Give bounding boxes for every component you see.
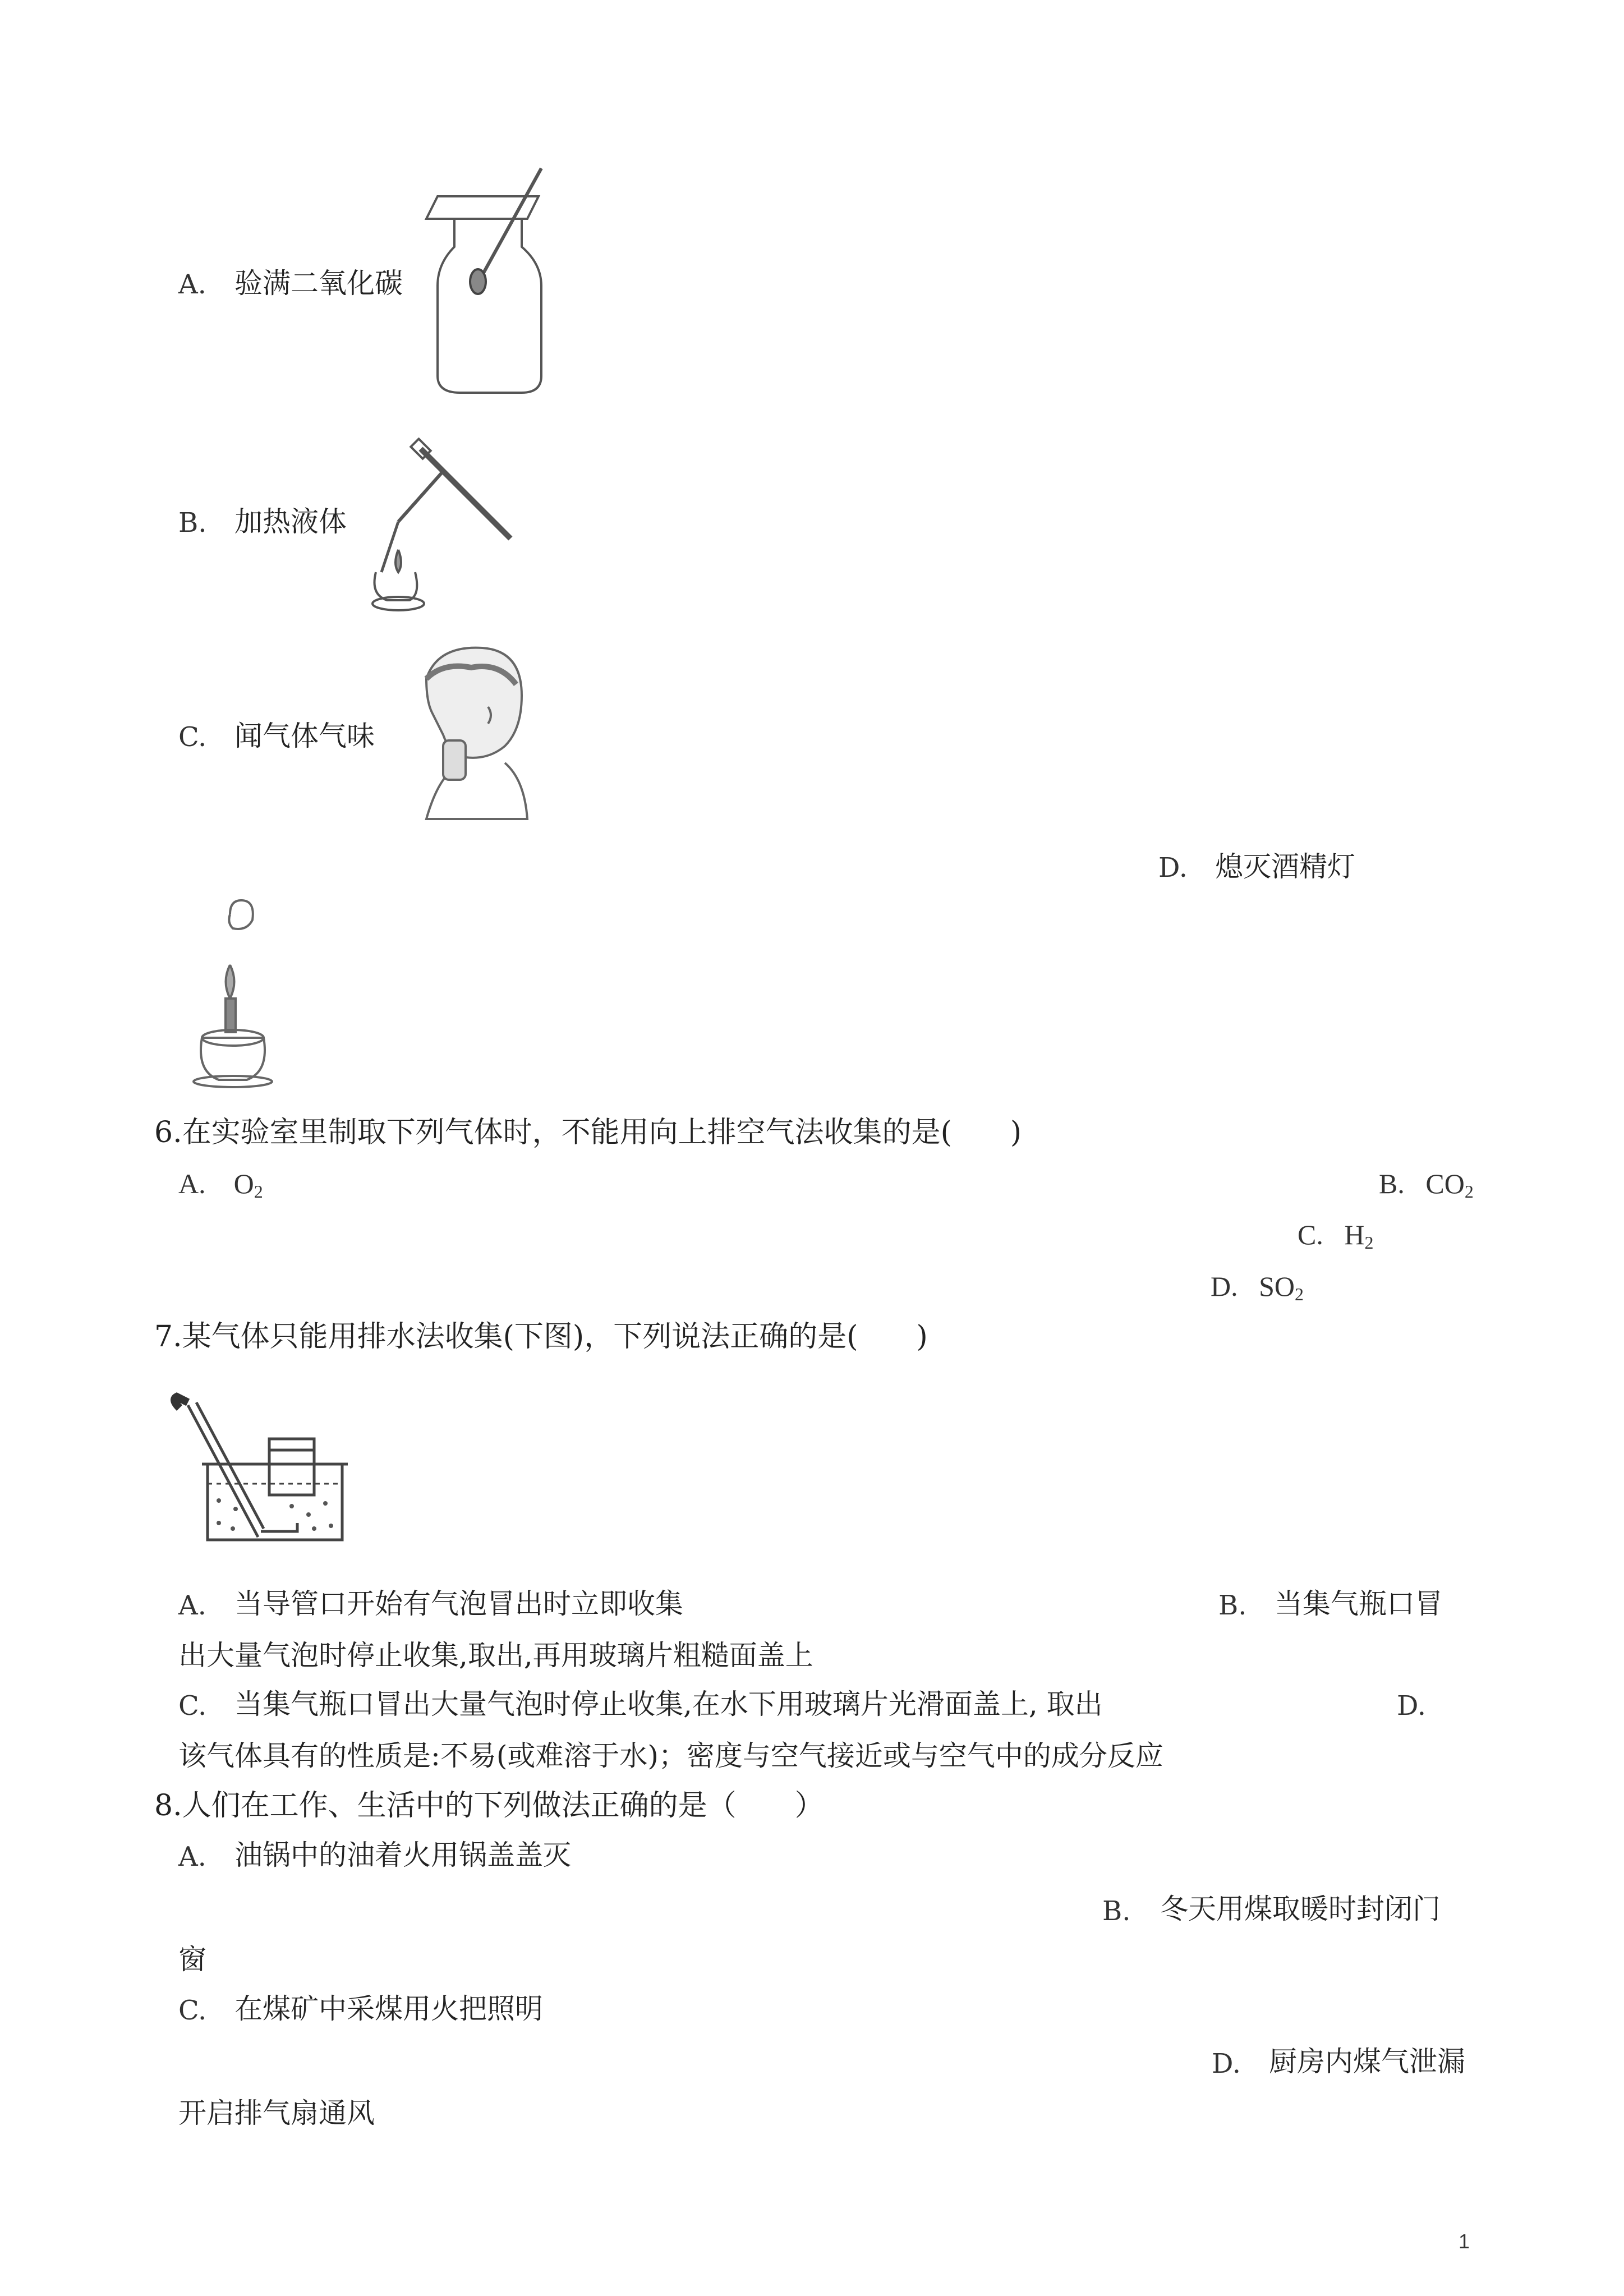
q6-option-d-letter: D. <box>1211 1271 1238 1302</box>
water-displacement-figure <box>163 1391 353 1548</box>
page-number: 1 <box>1459 2230 1470 2253</box>
q6-option-a-subscript: 2 <box>254 1181 263 1202</box>
q6-option-a-formula: O <box>233 1168 254 1199</box>
q6-option-c-formula: H <box>1344 1219 1365 1250</box>
q7-option-d-text: 该气体具有的性质是:不易(或难溶于水)；密度与空气接近或与空气中的成分反应 <box>178 1740 1163 1772</box>
q7-option-b-letter: B. <box>1218 1590 1247 1621</box>
q7-option-b-text-1: 当集气瓶口冒 <box>1275 1588 1443 1620</box>
question-8-stem: 8.人们在工作、生活中的下列做法正确的是（ ） <box>154 1789 824 1823</box>
extinguish-alcohol-lamp-figure <box>185 898 297 1088</box>
q5-option-d-letter: D. <box>1158 852 1188 884</box>
q7-option-c-text: 当集气瓶口冒出大量气泡时停止收集,在水下用玻璃片光滑面盖上, 取出 <box>234 1688 1103 1720</box>
q8-option-b-text-2: 窗 <box>178 1943 206 1976</box>
q6-option-b-formula: CO <box>1425 1168 1465 1199</box>
q8-option-b-text-1: 冬天用煤取暖时封闭门 <box>1160 1893 1441 1925</box>
q5-option-b-letter: B. <box>178 507 207 539</box>
co2-full-test-figure <box>415 163 561 404</box>
q6-option-c-subscript: 2 <box>1364 1232 1374 1253</box>
q5-option-c-text: 闻气体气味 <box>234 720 375 752</box>
q5-option-a-letter: A. <box>178 269 206 300</box>
q8-option-d-text-1: 厨房内煤气泄漏 <box>1269 2045 1465 2078</box>
q7-option-a-letter: A. <box>178 1590 206 1621</box>
q5-option-c-letter: C. <box>178 721 207 753</box>
q6-option-d <box>1211 1272 1304 1303</box>
q8-option-c-text: 在煤矿中采煤用火把照明 <box>234 1993 543 2025</box>
q6-option-d-formula: SO <box>1259 1271 1295 1302</box>
q6-option-b-letter: B. <box>1379 1168 1405 1199</box>
q6-option-d-subscript: 2 <box>1295 1284 1304 1304</box>
q6-option-a <box>178 1170 263 1200</box>
q6-option-a-letter: A. <box>178 1168 206 1199</box>
q8-option-b-letter: B. <box>1102 1895 1131 1927</box>
q6-option-c-letter: C. <box>1298 1219 1323 1250</box>
q8-option-a-letter: A. <box>178 1841 206 1872</box>
q7-option-c-letter: C. <box>178 1690 207 1722</box>
heating-liquid-figure <box>359 438 527 611</box>
q6-option-b-subscript: 2 <box>1464 1181 1474 1202</box>
q7-option-b-text-2: 出大量气泡时停止收集,取出,再用玻璃片粗糙面盖上 <box>178 1639 813 1672</box>
question-7-stem: 7.某气体只能用排水法收集(下图)，下列说法正确的是( ) <box>154 1320 928 1354</box>
q7-option-a-text: 当导管口开始有气泡冒出时立即收集 <box>234 1588 683 1620</box>
question-6-stem: 6.在实验室里制取下列气体时，不能用向上排空气法收集的是( ) <box>154 1116 1022 1149</box>
q8-option-c-letter: C. <box>178 1995 207 2026</box>
q8-option-d-letter: D. <box>1212 2048 1241 2079</box>
q8-option-a-text: 油锅中的油着火用锅盖盖灭 <box>234 1839 571 1871</box>
q6-option-c <box>1298 1221 1373 1251</box>
q7-option-d-letter: D. <box>1397 1690 1427 1722</box>
smelling-gas-figure <box>404 639 533 825</box>
q5-option-d-text: 熄灭酒精灯 <box>1215 850 1355 883</box>
q5-option-b-text: 加热液体 <box>234 505 347 538</box>
q6-option-b <box>1379 1170 1474 1200</box>
q8-option-d-text-2: 开启排气扇通风 <box>178 2097 375 2129</box>
q5-option-a-text: 验满二氧化碳 <box>234 267 403 300</box>
